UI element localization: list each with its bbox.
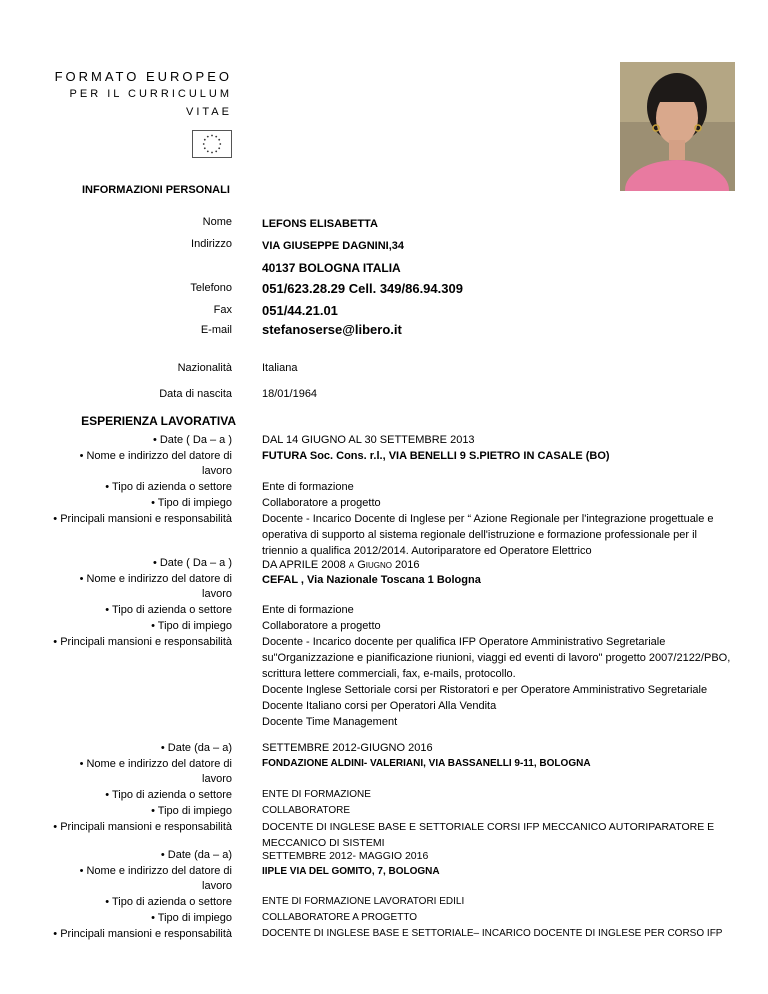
job3-duties-line2: MECCANICO DI SISTEMI <box>262 837 385 849</box>
job2-duties-line1: Docente - Incarico docente per qualifica IFP Operatore Amministrativo Segretariale <box>262 636 666 648</box>
label-data-nascita: Data di nascita <box>159 388 232 400</box>
value-nazionalita: Italiana <box>262 362 298 374</box>
label-telefono: Telefono <box>190 282 232 294</box>
job2-date: DA APRILE 2008 a Giugno 2016 <box>262 559 420 571</box>
section-personal-info: INFORMAZIONI PERSONALI <box>82 184 230 196</box>
job1-label-type: • Tipo di impiego <box>151 497 232 509</box>
value-indirizzo2: 40137 BOLOGNA ITALIA <box>262 261 401 275</box>
value-data-nascita: 18/01/1964 <box>262 388 318 400</box>
value-fax: 051/44.21.01 <box>262 303 338 318</box>
job2-label-employer: • Nome e indirizzo del datore di <box>79 573 232 585</box>
job2-label-employer-2: lavoro <box>202 588 232 600</box>
label-nazionalita: Nazionalità <box>177 362 232 374</box>
job4-label-employer: • Nome e indirizzo del datore di <box>79 865 232 877</box>
section-work-experience: ESPERIENZA LAVORATIVA <box>81 414 236 428</box>
job1-date: DAL 14 GIUGNO AL 30 SETTEMBRE 2013 <box>262 434 475 446</box>
job3-label-type: • Tipo di impiego <box>151 805 232 817</box>
job3-label-employer-2: lavoro <box>202 773 232 785</box>
job3-label-sector: • Tipo di azienda o settore <box>105 789 232 801</box>
value-email: stefanoserse@libero.it <box>262 322 402 337</box>
job1-duties-line3: triennio a qualifica 2012/2014. Autoriparatore ed Operatore Elettrico <box>262 545 592 557</box>
job4-label-sector: • Tipo di azienda o settore <box>105 896 232 908</box>
job4-type: COLLABORATORE A PROGETTO <box>262 912 418 923</box>
job2-sector: Ente di formazione <box>262 604 354 616</box>
job3-label-duties: • Principali mansioni e responsabilità <box>53 821 232 833</box>
job2-type: Collaboratore a progetto <box>262 620 381 632</box>
job1-label-employer: • Nome e indirizzo del datore di <box>79 450 232 462</box>
job1-label-employer-2: lavoro <box>202 465 232 477</box>
label-email: E-mail <box>200 324 232 336</box>
job1-type: Collaboratore a progetto <box>262 497 381 509</box>
label-fax: Fax <box>213 304 232 316</box>
job2-duties-line2: su"Organizzazione e pianificazione riunioni, viaggi ed eventi di lavoro" progetto 2007/2122/PBO, <box>262 652 731 664</box>
cv-title-line3: VITAE <box>186 106 232 118</box>
job2-duties-line4: Docente Inglese Settoriale corsi per Ristoratori e per Operatore Amministrativo Segretariale <box>262 684 708 696</box>
value-nome: LEFONS ELISABETTA <box>262 218 378 230</box>
job4-label-duties: • Principali mansioni e responsabilità <box>53 928 232 940</box>
profile-photo <box>620 62 735 191</box>
label-indirizzo: Indirizzo <box>191 238 232 250</box>
job1-label-duties: • Principali mansioni e responsabilità <box>53 513 232 525</box>
job2-label-date: • Date ( Da – a ) <box>152 557 232 569</box>
job1-duties-line1: Docente - Incarico Docente di Inglese per “ Azione Regionale per l'integrazione progettuale e <box>262 513 714 525</box>
job4-label-employer-2: lavoro <box>202 880 232 892</box>
job4-duties-line1: DOCENTE DI INGLESE BASE E SETTORIALE– INCARICO DOCENTE DI INGLESE PER CORSO IFP <box>262 928 723 939</box>
job2-employer: CEFAL , Via Nazionale Toscana 1 Bologna <box>262 574 481 586</box>
job2-label-sector: • Tipo di azienda o settore <box>105 604 232 616</box>
job4-employer: IIPLE VIA DEL GOMITO, 7, BOLOGNA <box>262 866 440 877</box>
job3-duties-line1: DOCENTE DI INGLESE BASE E SETTORIALE CORSI IFP MECCANICO AUTORIPARATORE E <box>262 821 715 833</box>
job2-label-duties: • Principali mansioni e responsabilità <box>53 636 232 648</box>
job1-sector: Ente di formazione <box>262 481 354 493</box>
job4-date: SETTEMBRE 2012- MAGGIO 2016 <box>262 850 429 862</box>
job3-label-date: • Date (da – a) <box>160 742 232 754</box>
job4-label-date: • Date (da – a) <box>160 849 232 861</box>
job3-type: COLLABORATORE <box>262 805 350 816</box>
job2-label-type: • Tipo di impiego <box>151 620 232 632</box>
job4-sector: ENTE DI FORMAZIONE LAVORATORI EDILI <box>262 896 465 907</box>
eu-flag-icon <box>192 130 232 158</box>
job2-duties-line6: Docente Time Management <box>262 716 398 728</box>
label-nome: Nome <box>202 216 232 228</box>
job2-duties-line3: scrittura lettere commerciali, fax, e-mails, protocollo. <box>262 668 516 680</box>
job3-label-employer: • Nome e indirizzo del datore di <box>79 758 232 770</box>
job1-employer: FUTURA Soc. Cons. r.l., VIA BENELLI 9 S.PIETRO IN CASALE (BO) <box>262 450 610 462</box>
job1-duties-line2: operativa di supporto al sistema regionale dell'istruzione e formazione professionale per il <box>262 529 698 541</box>
cv-title-line2: PER IL CURRICULUM <box>69 88 232 100</box>
value-indirizzo1: VIA GIUSEPPE DAGNINI,34 <box>262 240 405 252</box>
job2-duties-line5: Docente Italiano corsi per Operatori Alla Vendita <box>262 700 497 712</box>
job3-date: SETTEMBRE 2012-GIUGNO 2016 <box>262 742 433 754</box>
job3-sector: ENTE DI FORMAZIONE <box>262 789 371 800</box>
value-telefono: 051/623.28.29 Cell. 349/86.94.309 <box>262 281 463 296</box>
job1-label-date: • Date ( Da – a ) <box>152 434 232 446</box>
job1-label-sector: • Tipo di azienda o settore <box>105 481 232 493</box>
cv-title-line1: FORMATO EUROPEO <box>54 69 232 84</box>
job4-label-type: • Tipo di impiego <box>151 912 232 924</box>
job3-employer: FONDAZIONE ALDINI- VALERIANI, VIA BASSANELLI 9-11, BOLOGNA <box>262 758 591 769</box>
